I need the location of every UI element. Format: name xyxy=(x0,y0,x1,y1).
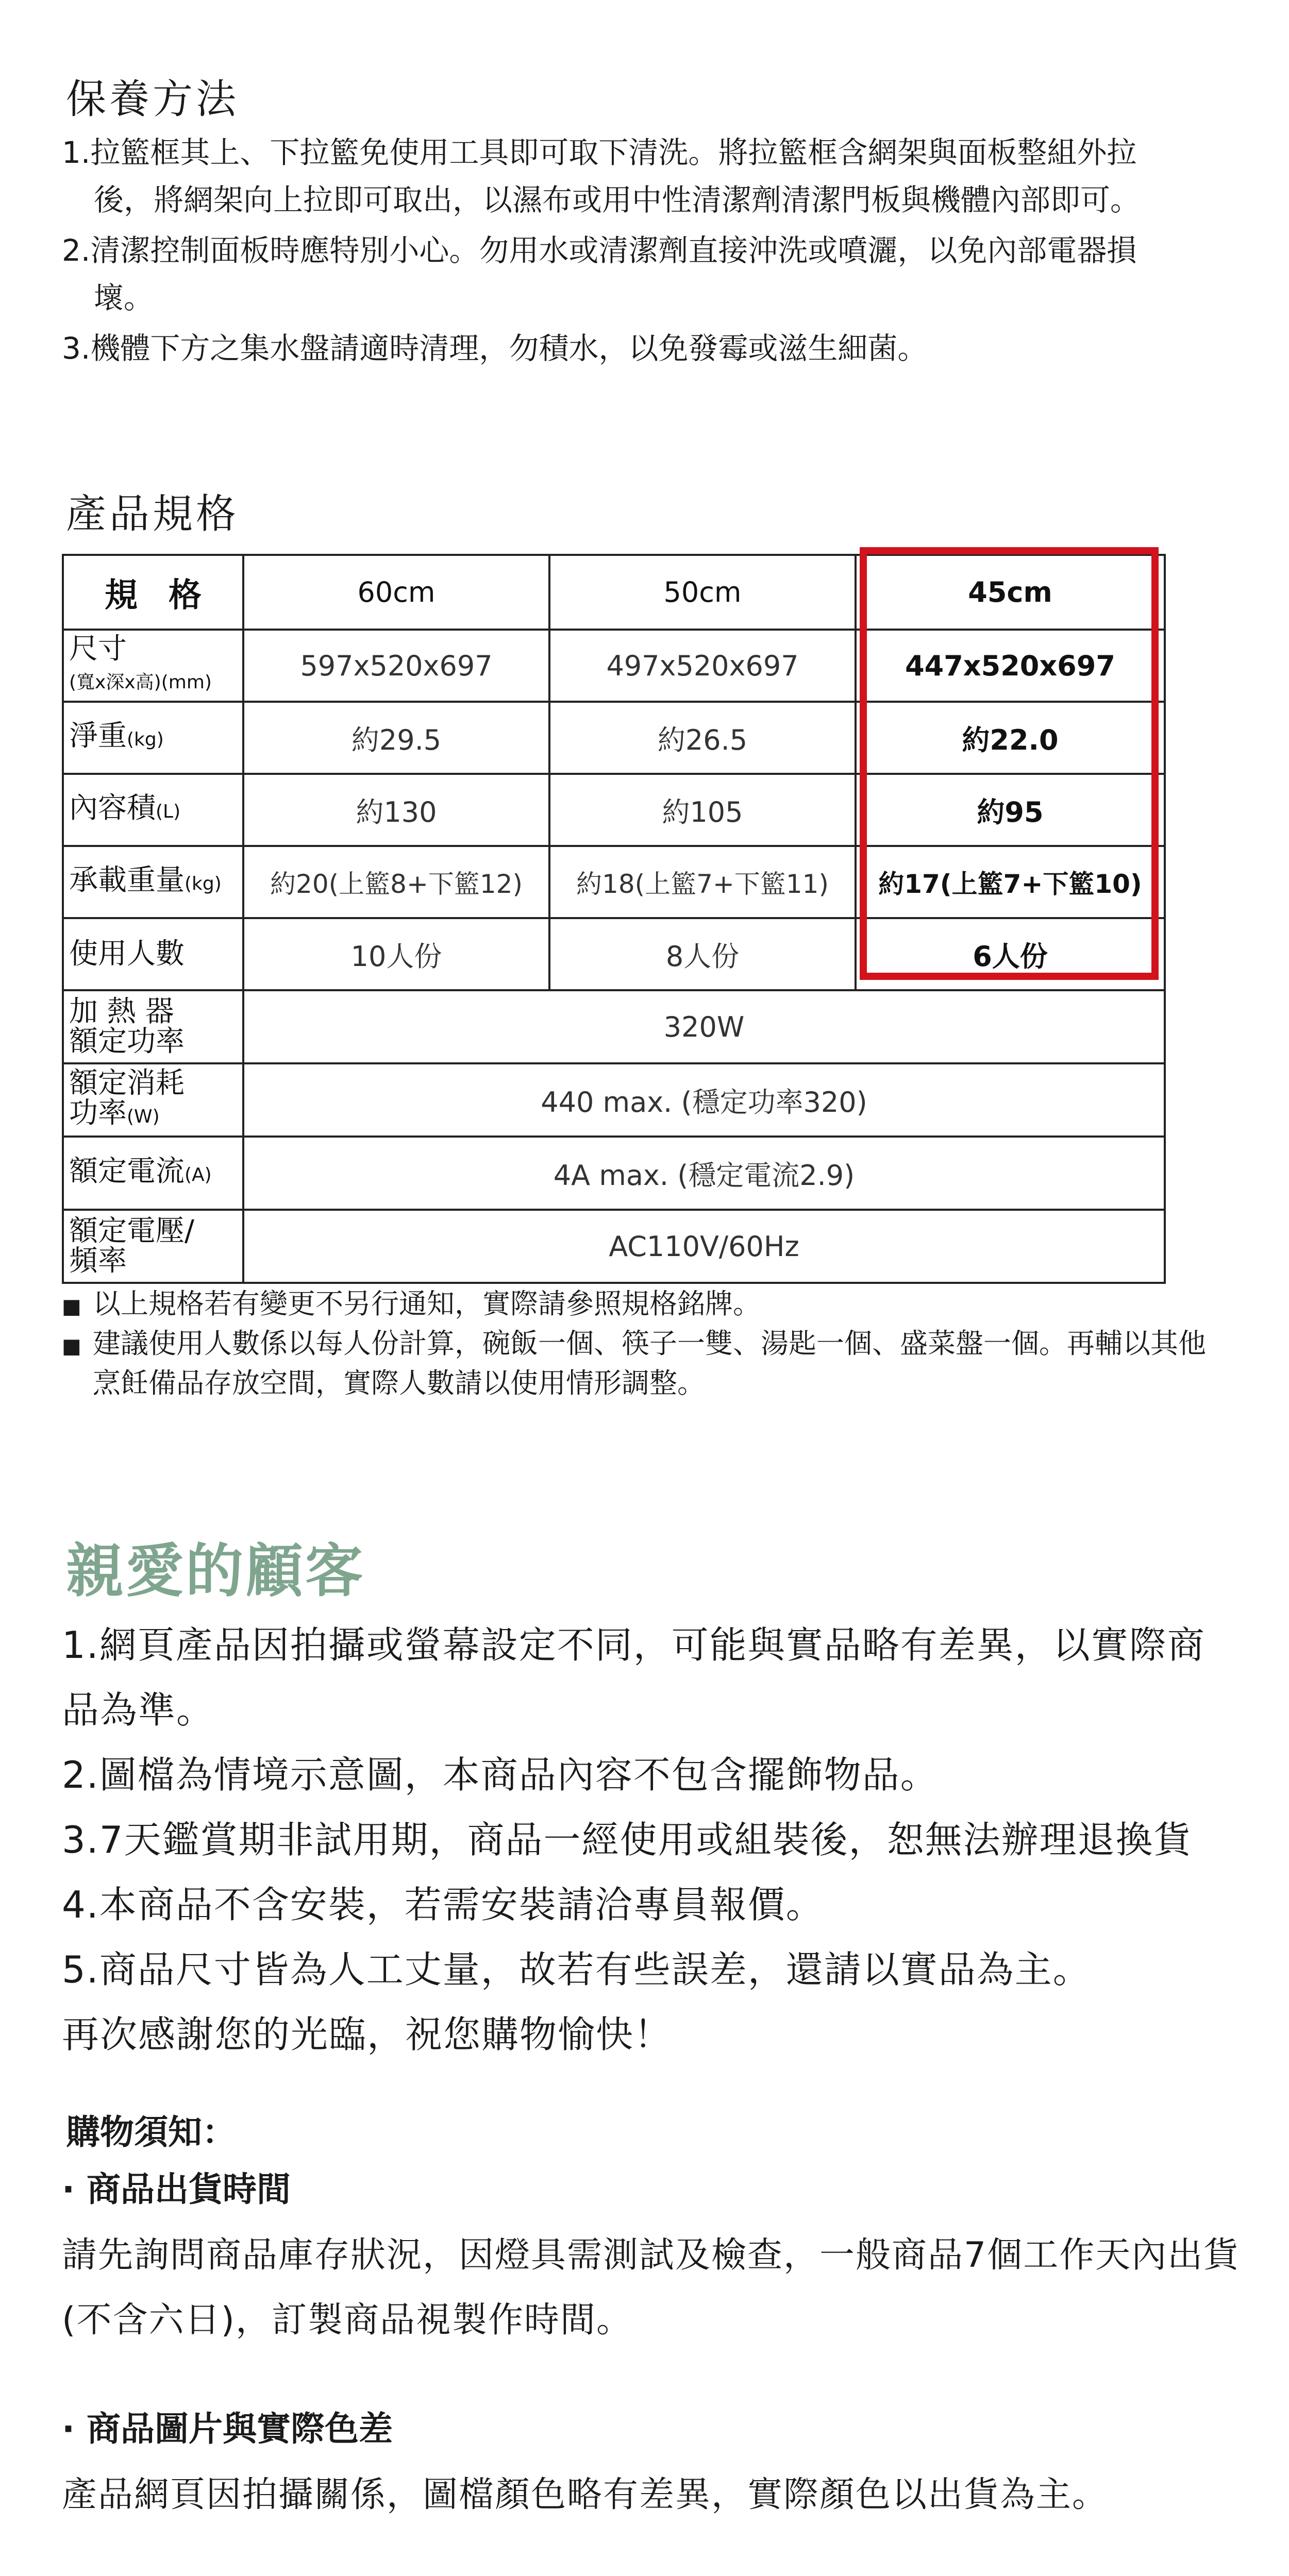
spec-row xyxy=(63,630,1165,702)
care-item: 1.拉籃框其上、下拉籃免使用工具即可取下清洗。將拉籃框含網架與面板整組外拉後，將網架向上拉即可取出，以濕布或用中性清潔劑清潔門板與機體內部即可。 xyxy=(62,135,1141,217)
care-item: 2.清潔控制面板時應特別小心。勿用水或清潔劑直接沖洗或噴灑，以免內部電器損壞。 xyxy=(62,233,1137,315)
spec-cell: 597x520x697 xyxy=(243,630,549,702)
spec-row xyxy=(63,774,1165,846)
notice-section-shipping xyxy=(62,2166,1242,2353)
spec-merged-cell: AC110V/60Hz xyxy=(243,1210,1165,1283)
dear-item: 再次感謝您的光臨，祝您購物愉快！ xyxy=(62,2013,673,2056)
spec-merged-cell: 320W xyxy=(243,990,1165,1063)
spec-cell: 10人份 xyxy=(243,918,549,990)
dear-customer-list xyxy=(62,1613,1237,2067)
dear-customer-title: 親愛的顧客 xyxy=(66,1538,365,1605)
spec-cell-highlight: 約95 xyxy=(856,774,1165,846)
notice-section-color xyxy=(62,2406,1242,2528)
spec-row-label: 額定電流(A) xyxy=(63,1137,243,1210)
spec-row xyxy=(63,918,1165,990)
spec-cell: 約130 xyxy=(243,774,549,846)
spec-cell-highlight: 447x520x697 xyxy=(856,630,1165,702)
spec-row-label: 尺寸 (寬x深x高)(mm) xyxy=(63,630,243,702)
spec-merged-cell: 440 max. (穩定功率320) xyxy=(243,1063,1165,1137)
care-title: 保養方法 xyxy=(66,76,240,123)
spec-header-row xyxy=(63,555,1165,630)
spec-row-label: 淨重(kg) xyxy=(63,702,243,774)
spec-cell: 約29.5 xyxy=(243,702,549,774)
spec-row-label: 額定電壓/ 頻率 xyxy=(63,1210,243,1283)
care-item: 3.機體下方之集水盤請適時清理，勿積水，以免發霉或滋生細菌。 xyxy=(62,331,928,366)
spec-cell-highlight: 6人份 xyxy=(856,918,1165,990)
spec-row xyxy=(63,846,1165,918)
spec-merged-row xyxy=(63,990,1165,1063)
dear-item: 3.7天鑑賞期非試用期，商品一經使用或組裝後，恕無法辦理退換貨 xyxy=(62,1818,1192,1861)
spec-corner-label: 規格 xyxy=(63,555,243,630)
spec-row-label: 使用人數 xyxy=(63,918,243,990)
spec-note: ■ 以上規格若有變更不另行通知，實際請參照規格銘牌。 xyxy=(62,1285,1221,1325)
dear-item: 4.本商品不含安裝，若需安裝請洽專員報價。 xyxy=(62,1883,824,1926)
notice-section-body: 產品網頁因拍攝關係，圖檔顏色略有差異，實際顏色以出貨為主。 xyxy=(62,2475,1109,2515)
spec-merged-cell: 4A max. (穩定電流2.9) xyxy=(243,1137,1165,1210)
spec-cell: 8人份 xyxy=(549,918,856,990)
spec-row-label: 加 熱 器 額定功率 xyxy=(63,990,243,1063)
notice-title: 購物須知： xyxy=(66,2112,236,2152)
spec-cell: 約18(上籃7+下籃11) xyxy=(549,846,856,918)
spec-merged-row xyxy=(63,1063,1165,1137)
spec-title: 產品規格 xyxy=(66,491,240,537)
spec-cell: 約105 xyxy=(549,774,856,846)
notice-section-title: · 商品圖片與實際色差 xyxy=(62,2409,393,2449)
spec-notes xyxy=(62,1285,1221,1402)
spec-row-label: 內容積(L) xyxy=(63,774,243,846)
dear-item: 1.網頁產品因拍攝或螢幕設定不同，可能與實品略有差異，以實際商品為準。 xyxy=(62,1623,1206,1732)
notice-section-title: · 商品出貨時間 xyxy=(62,2170,291,2209)
spec-merged-row xyxy=(63,1210,1165,1283)
spec-table xyxy=(62,554,1166,1284)
spec-note: ■ 建議使用人數係以每人份計算，碗飯一個、筷子一雙、湯匙一個、盛菜盤一個。再輔以其他烹飪備品存放空間，實際人數請以使用情形調整。 xyxy=(62,1325,1221,1402)
spec-col-header: 60cm xyxy=(243,555,549,630)
spec-cell: 約20(上籃8+下籃12) xyxy=(243,846,549,918)
spec-cell: 497x520x697 xyxy=(549,630,856,702)
dear-item: 5.商品尺寸皆為人工丈量，故若有些誤差，還請以實品為主。 xyxy=(62,1948,1091,1991)
spec-col-header-highlight: 45cm xyxy=(856,555,1165,630)
spec-row-label: 承載重量(kg) xyxy=(63,846,243,918)
spec-merged-row xyxy=(63,1137,1165,1210)
spec-col-header: 50cm xyxy=(549,555,856,630)
spec-cell: 約26.5 xyxy=(549,702,856,774)
spec-cell-highlight: 約17(上籃7+下籃10) xyxy=(856,846,1165,918)
care-list xyxy=(62,129,1196,375)
notice-section-body: 請先詢問商品庫存狀況，因燈具需測試及檢查，一般商品7個工作天內出貨(不含六日)，訂製商品視製作時間。 xyxy=(62,2235,1240,2341)
spec-row xyxy=(63,702,1165,774)
spec-cell-highlight: 約22.0 xyxy=(856,702,1165,774)
dear-item: 2.圖檔為情境示意圖，本商品內容不包含擺飾物品。 xyxy=(62,1753,939,1797)
spec-row-label: 額定消耗 功率(W) xyxy=(63,1063,243,1137)
